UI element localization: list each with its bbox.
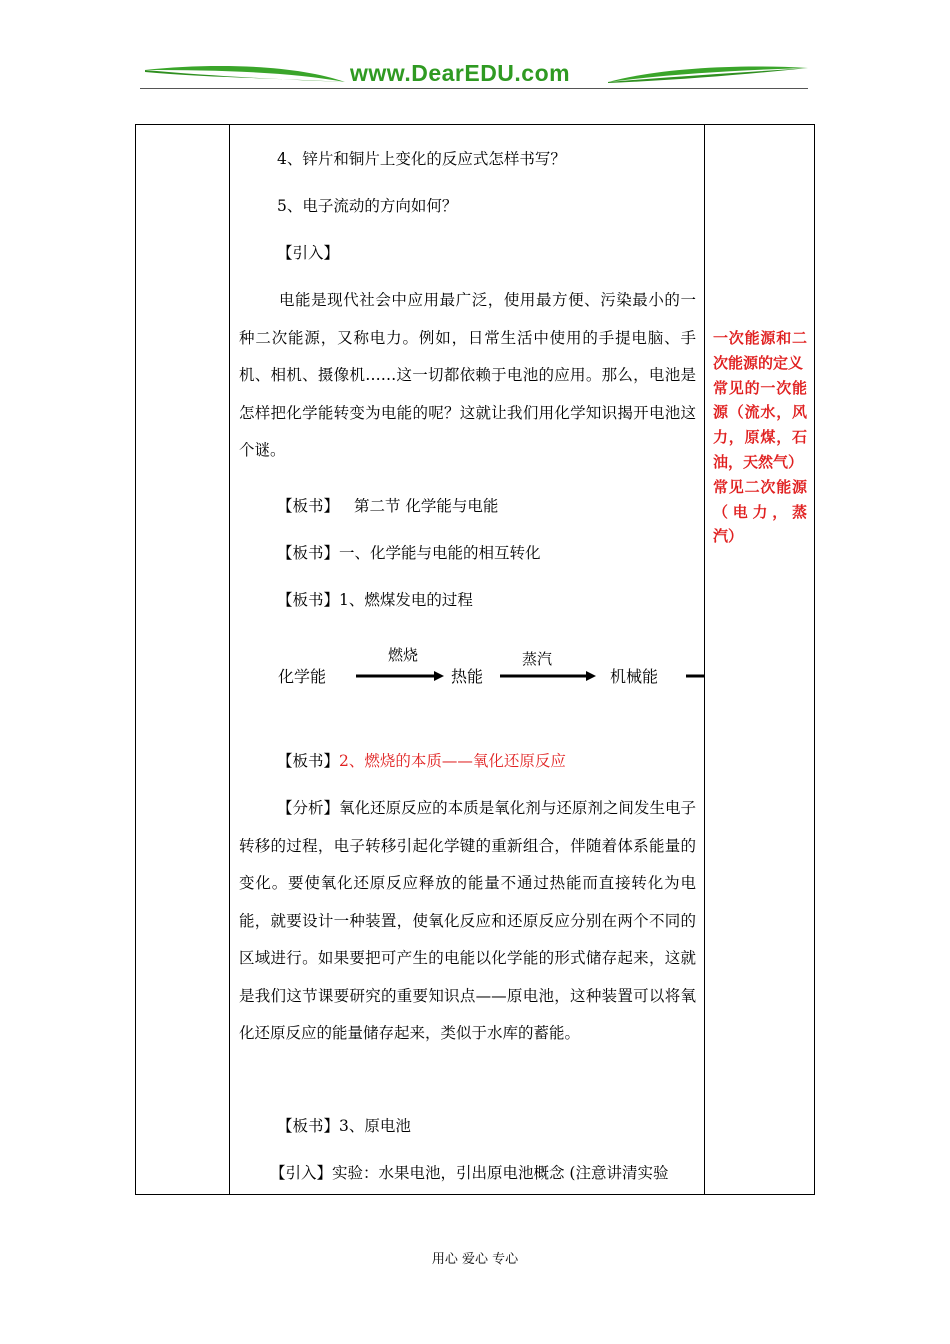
flow-arrow-3 [686,670,704,682]
intro-paragraph: 电能是现代社会中应用最广泛，使用最方便、污染最小的一种二次能源，又称电力。例如，日常生活中使用的手提电脑、手机、相机、摄像机……这一切都依赖于电池的应用。那么，电池是怎样把化学能转变为电能的呢？这就让我们用化学知识揭开电池这个谜。 [239,291,696,459]
side-notes [713,326,807,549]
flow-node-mechanical: 机械能 [610,667,659,686]
flow-label-steam: 蒸汽 [522,650,553,668]
intro-tag: 【引入】 [277,244,340,262]
question-5: 5、电子流动的方向如何？ [277,197,458,215]
flow-label-combustion: 燃烧 [388,646,419,664]
board-heading-3: 【板书】1、燃煤发电的过程 [277,591,473,609]
board-heading-1 [277,488,735,526]
board-heading-2: 【板书】一、化学能与电能的相互转化 [277,544,541,562]
board-heading-4 [277,743,735,781]
analysis-paragraph: 【分析】氧化还原反应的本质是氧化剂与还原剂之间发生电子转移的过程，电子转移引起化学键的重新组合，伴随着体系能量的变化。要使氧化还原反应释放的能量不通过热能而直接转化为电能，就要设计一种装置，使氧化反应和还原反应分别在两个不同的区域进行。如果要把可产生的电能以化学能的形式储存起来，这就是我们这节课要研究的重要知识点——原电池，这种装置可以将氧化还原反应的能量储存起来，类似于水库的蓄能。 [239,799,696,1042]
side-note-primary-energy: 常见的一次能源（流水，风力，原煤，石油，天然气） [713,378,807,471]
flow-node-chemical: 化学能 [278,667,327,686]
header-rule [140,88,808,89]
board-heading-5: 【板书】3、原电池 [277,1117,411,1135]
question-4: 4、锌片和铜片上变化的反应式怎样书写？ [277,150,566,168]
column-divider-right [704,124,705,1195]
flow-arrow-2 [500,670,598,682]
flow-arrow-1 [356,670,446,682]
board-1-text: 第二节 化学能与电能 [353,497,499,515]
page-footer: 用心 爱心 专心 [431,1252,519,1267]
side-note-secondary-energy: 常见二次能源（电力，蒸汽） [713,477,807,546]
site-name[interactable]: www.DearEDU.com [350,60,571,86]
column-divider-left [229,124,230,1195]
energy-flow-diagram [238,640,704,700]
flow-node-heat: 热能 [451,667,484,686]
board-tag: 【板书】 [277,497,340,515]
combustion-essence-heading: 2、燃烧的本质——氧化还原反应 [339,752,566,770]
board-tag: 【板书】 [277,752,340,770]
intro-experiment: 【引入】实验：水果电池，引出原电池概念 (注意讲清实验 [270,1164,669,1182]
side-note-definition: 一次能源和二次能源的定义 [713,329,807,372]
